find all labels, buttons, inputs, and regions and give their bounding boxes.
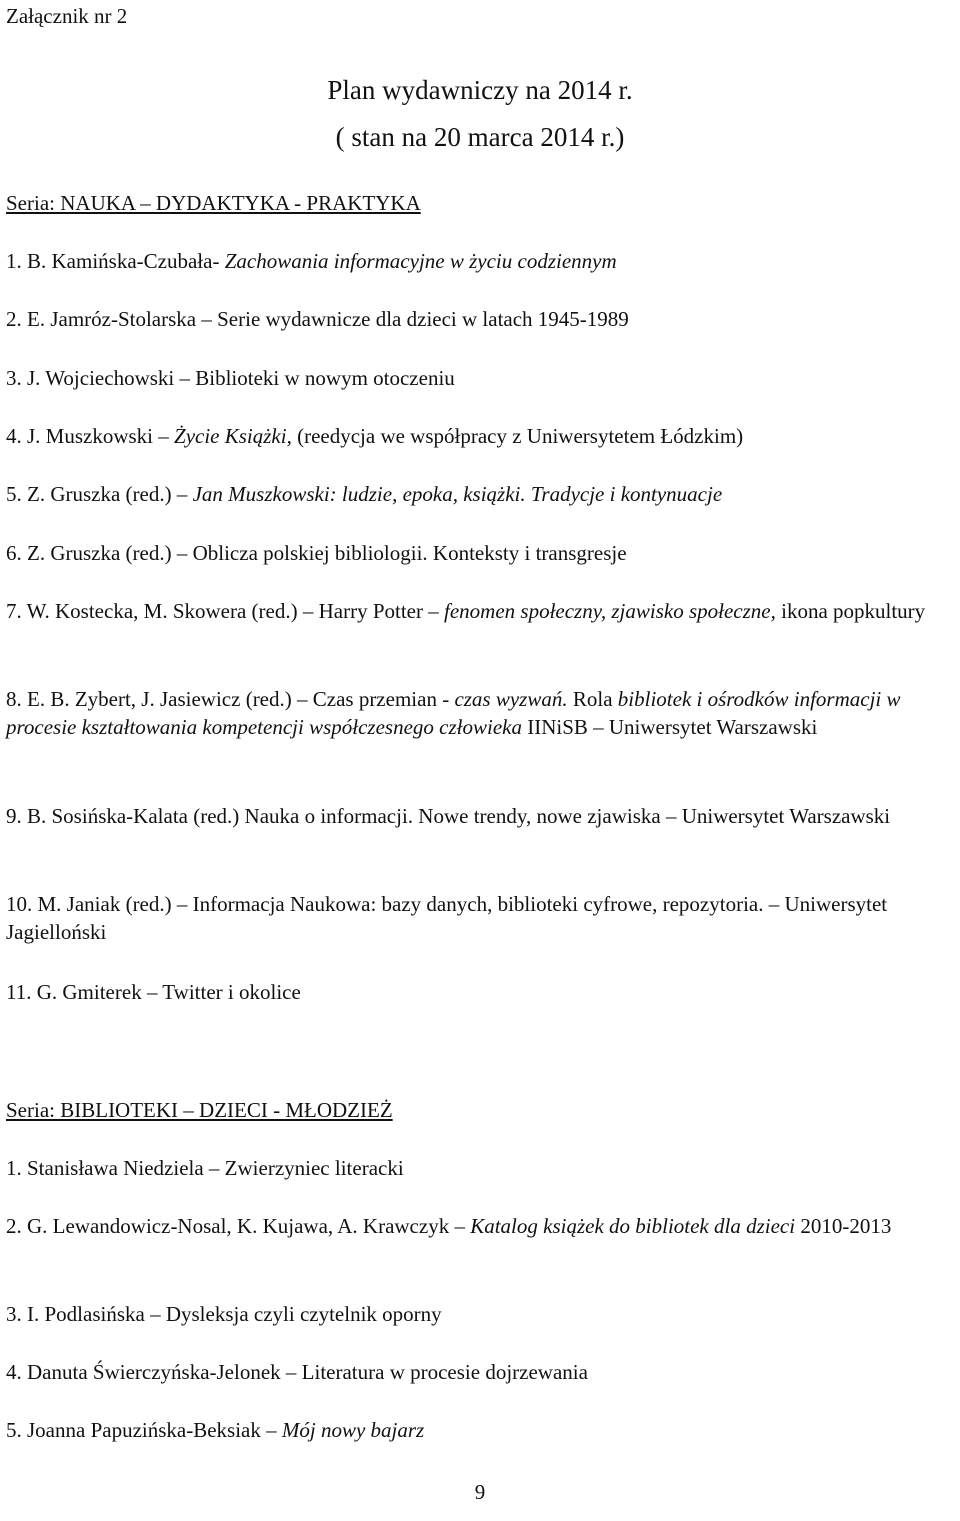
list-item: 4. J. Muszkowski – Życie Książki, (reedycja we współpracy z Uniwersytetem Łódzkim) <box>6 424 744 448</box>
page-number: 9 <box>474 1480 486 1504</box>
list-item: 1. Stanisława Niedziela – Zwierzyniec literacki <box>6 1156 404 1180</box>
attachment-label: Załącznik nr 2 <box>6 4 128 28</box>
page-title: Plan wydawniczy na 2014 r. <box>327 75 633 105</box>
list-item: 4. Danuta Świerczyńska-Jelonek – Literatura w procesie dojrzewania <box>6 1360 588 1384</box>
page-subtitle: ( stan na 20 marca 2014 r.) <box>335 122 625 152</box>
series-heading: Seria: NAUKA – DYDAKTYKA - PRAKTYKA <box>6 191 421 215</box>
series-heading: Seria: BIBLIOTEKI – DZIECI - MŁODZIEŻ <box>6 1098 393 1122</box>
list-item: 7. W. Kostecka, M. Skowera (red.) – Harry Potter – fenomen społeczny, zjawisko społeczne, ikona popkultury <box>6 599 926 623</box>
list-item: 10. M. Janiak (red.) – Informacja Naukowa: bazy danych, biblioteki cyfrowe, repozytoria. – Uniwersytet Jagielloński <box>6 892 888 944</box>
list-item: 9. B. Sosińska-Kalata (red.) Nauka o informacji. Nowe trendy, nowe zjawiska – Uniwersytet Warszawski <box>6 804 891 828</box>
list-item: 2. E. Jamróz-Stolarska – Serie wydawnicze dla dzieci w latach 1945-1989 <box>6 307 629 331</box>
list-item: 11. G. Gmiterek – Twitter i okolice <box>6 980 301 1004</box>
list-item: 8. E. B. Zybert, J. Jasiewicz (red.) – Czas przemian - czas wyzwań. Rola bibliotek i ośrodków informacji w procesie kształtowania kompetencji współczesnego człowieka IINiSB – Uniwersytet Warszawski <box>6 687 901 739</box>
list-item: 5. Z. Gruszka (red.) – Jan Muszkowski: ludzie, epoka, książki. Tradycje i kontynuacje <box>6 482 723 506</box>
list-item: 2. G. Lewandowicz-Nosal, K. Kujawa, A. Krawczyk – Katalog książek do bibliotek dla dzieci 2010-2013 <box>6 1214 892 1238</box>
list-item: 3. J. Wojciechowski – Biblioteki w nowym otoczeniu <box>6 366 455 390</box>
list-item: 6. Z. Gruszka (red.) – Oblicza polskiej bibliologii. Konteksty i transgresje <box>6 541 627 565</box>
list-item: 5. Joanna Papuzińska-Beksiak – Mój nowy bajarz <box>6 1418 425 1442</box>
list-item: 1. B. Kamińska-Czubała- Zachowania informacyjne w życiu codziennym <box>6 249 617 273</box>
list-item: 3. I. Podlasińska – Dysleksja czyli czytelnik oporny <box>6 1302 442 1326</box>
